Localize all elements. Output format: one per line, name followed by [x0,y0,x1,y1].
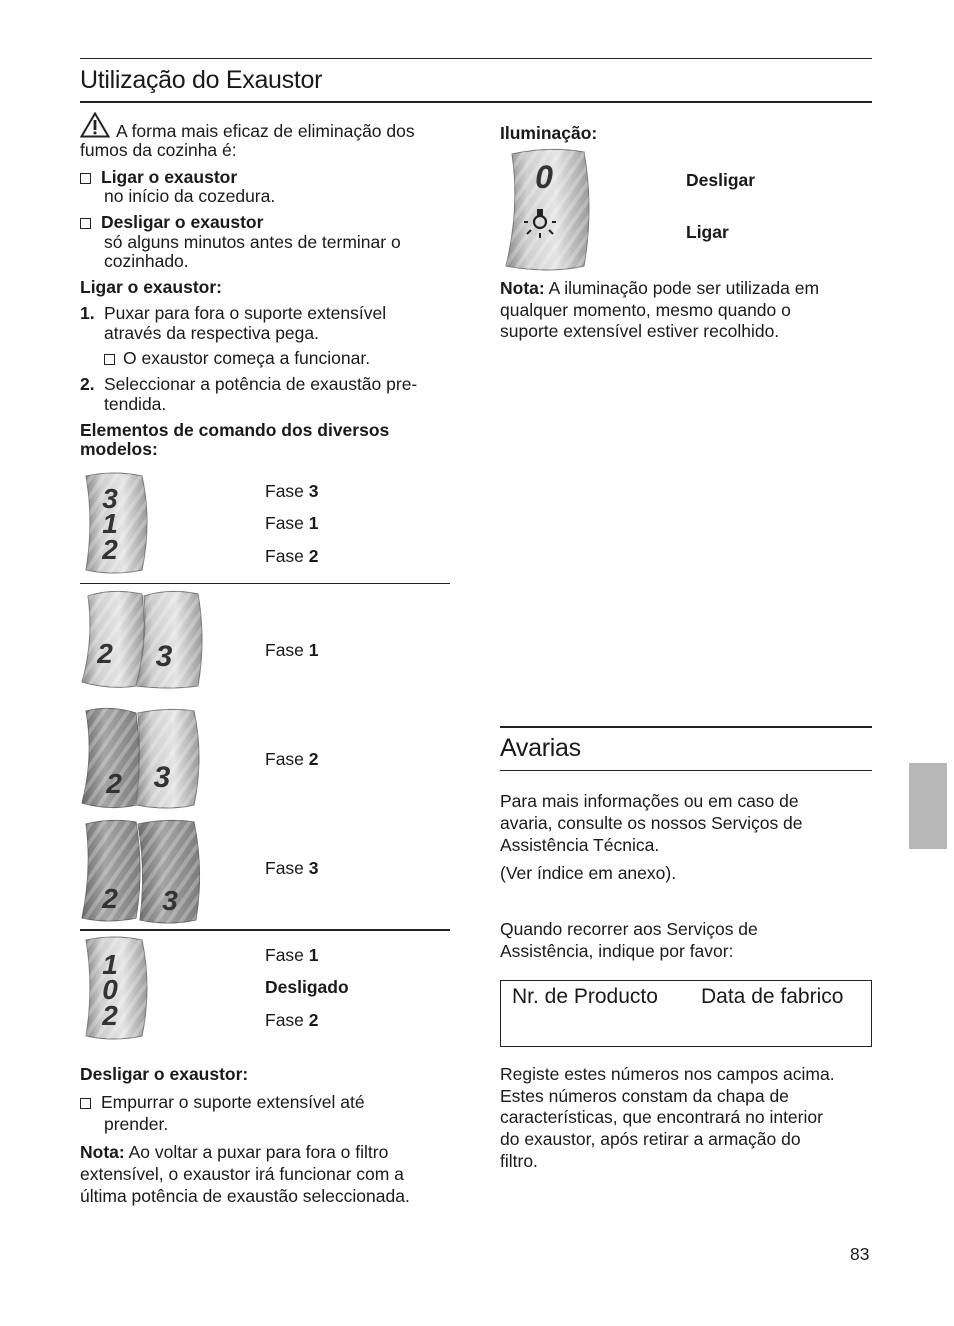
faults-title: Avarias [500,734,581,762]
fase-3-label: Fase 3 [265,481,319,501]
faults-text: Assistência Técnica. [500,835,660,855]
service-text: Quando recorrer aos Serviços de [500,919,758,939]
button-pair-fase-1[interactable] [80,590,206,690]
tip-2-text-cont: cozinhado. [104,251,189,271]
left-note-cont: extensível, o exaustor irá funcionar com a [80,1164,404,1184]
light-switch-off-label: 0 [535,159,553,195]
warning-text: A forma mais eficaz de eliminação dos [116,121,415,141]
product-info-box [500,980,872,1047]
register-text: filtro. [500,1151,538,1171]
divider [80,929,450,931]
switch-off-heading: Desligar o exaustor: [80,1064,249,1084]
checkbox-bullet-icon [80,1098,91,1109]
off-label: Desligado [265,977,349,997]
rocker-label-mid: 0 [102,974,118,1005]
button-label-right: 3 [155,640,173,673]
light-note-cont: suporte extensível estiver recolhido. [500,321,780,341]
page-number: 83 [850,1244,870,1264]
step-1-result: O exaustor começa a funcionar. [104,348,370,369]
light-on-label: Ligar [686,222,729,242]
controls-heading: Elementos de comando dos diversos [80,420,390,440]
rocker-label-bot: 2 [102,534,118,565]
section-title: Utilização do Exaustor [80,66,323,94]
rocker-switch-3-1-2[interactable] [80,472,148,574]
faults-text: (Ver índice em anexo). [500,863,677,883]
checkbox-bullet-icon [80,218,91,229]
top-rule [80,58,872,59]
light-off-label: Desligar [686,170,756,190]
register-text: Registe estes números nos campos acima. [500,1064,835,1084]
register-text: Estes números constam da chapa de [500,1086,789,1106]
rocker-label-bot: 2 [102,1000,118,1031]
left-note-cont: última potência de exaustão seleccionada. [80,1186,410,1206]
fase-1-label: Fase 1 [265,640,319,660]
warning-text-cont: fumos da cozinha é: [80,140,237,160]
light-note-cont: qualquer momento, mesmo quando o [500,300,791,320]
tip-1-text: no início da cozedura. [104,186,276,206]
fase-1-label: Fase 1 [265,945,319,965]
faults-text: avaria, consulte os nossos Serviços de [500,813,803,833]
step-1-text-cont: através da respectiva pega. [104,323,319,343]
light-switch[interactable] [500,148,592,272]
rocker-label-top: 1 [102,949,118,980]
checkbox-bullet-icon [80,173,91,184]
fase-2-label: Fase 2 [265,749,319,769]
title-underline [80,101,872,103]
switch-off-item: Empurrar o suporte extensível até [80,1092,365,1113]
register-text: características, que encontrará no interior [500,1107,823,1127]
button-pair-fase-2[interactable] [80,707,206,809]
step-2-number: 2. [80,374,95,394]
controls-heading-cont: modelos: [80,439,158,459]
step-2-text-cont: tendida. [104,394,167,414]
switch-on-heading: Ligar o exaustor: [80,277,222,297]
switch-off-item-cont: prender. [104,1114,169,1134]
product-number-label: Nr. de Producto [512,985,658,1008]
fase-2-label: Fase 2 [265,1010,319,1030]
button-label-right: 3 [153,761,171,794]
button-pair-fase-3[interactable] [80,818,206,924]
service-text: Assistência, indique por favor: [500,941,734,961]
rocker-switch-1-0-2[interactable] [80,936,148,1040]
divider [80,583,450,584]
button-label-right: 3 [162,885,178,916]
faults-underline [500,770,872,771]
tip-2: Desligar o exaustor [80,212,263,233]
step-1-number: 1. [80,303,95,323]
button-label-left: 2 [106,768,122,799]
tip-2-text: só alguns minutos antes de terminar o [104,232,401,252]
rocker-label-top: 3 [102,483,118,514]
checkbox-bullet-icon [104,354,115,365]
register-text: do exaustor, após retirar a armação do [500,1129,801,1149]
button-label-left: 2 [102,883,118,914]
fase-1-label: Fase 1 [265,513,319,533]
light-heading: Iluminação: [500,123,598,143]
fase-3-label: Fase 3 [265,858,319,878]
faults-top-rule [500,726,872,728]
light-note: Nota: A iluminação pode ser utilizada em [500,278,820,298]
fase-2-label: Fase 2 [265,546,319,566]
tip-1: Ligar o exaustor [80,167,237,188]
button-label-left: 2 [97,638,113,669]
rocker-label-mid: 1 [102,508,118,539]
step-1-text: Puxar para fora o suporte extensível [104,303,387,323]
faults-text: Para mais informações ou em caso de [500,791,799,811]
warning-icon [80,112,110,143]
left-note: Nota: Ao voltar a puxar para fora o filtro [80,1142,389,1162]
manufacture-date-label: Data de fabrico [701,985,844,1008]
step-2-text: Seleccionar a potência de exaustão pre- [104,374,418,394]
language-tab-marker [909,763,947,849]
